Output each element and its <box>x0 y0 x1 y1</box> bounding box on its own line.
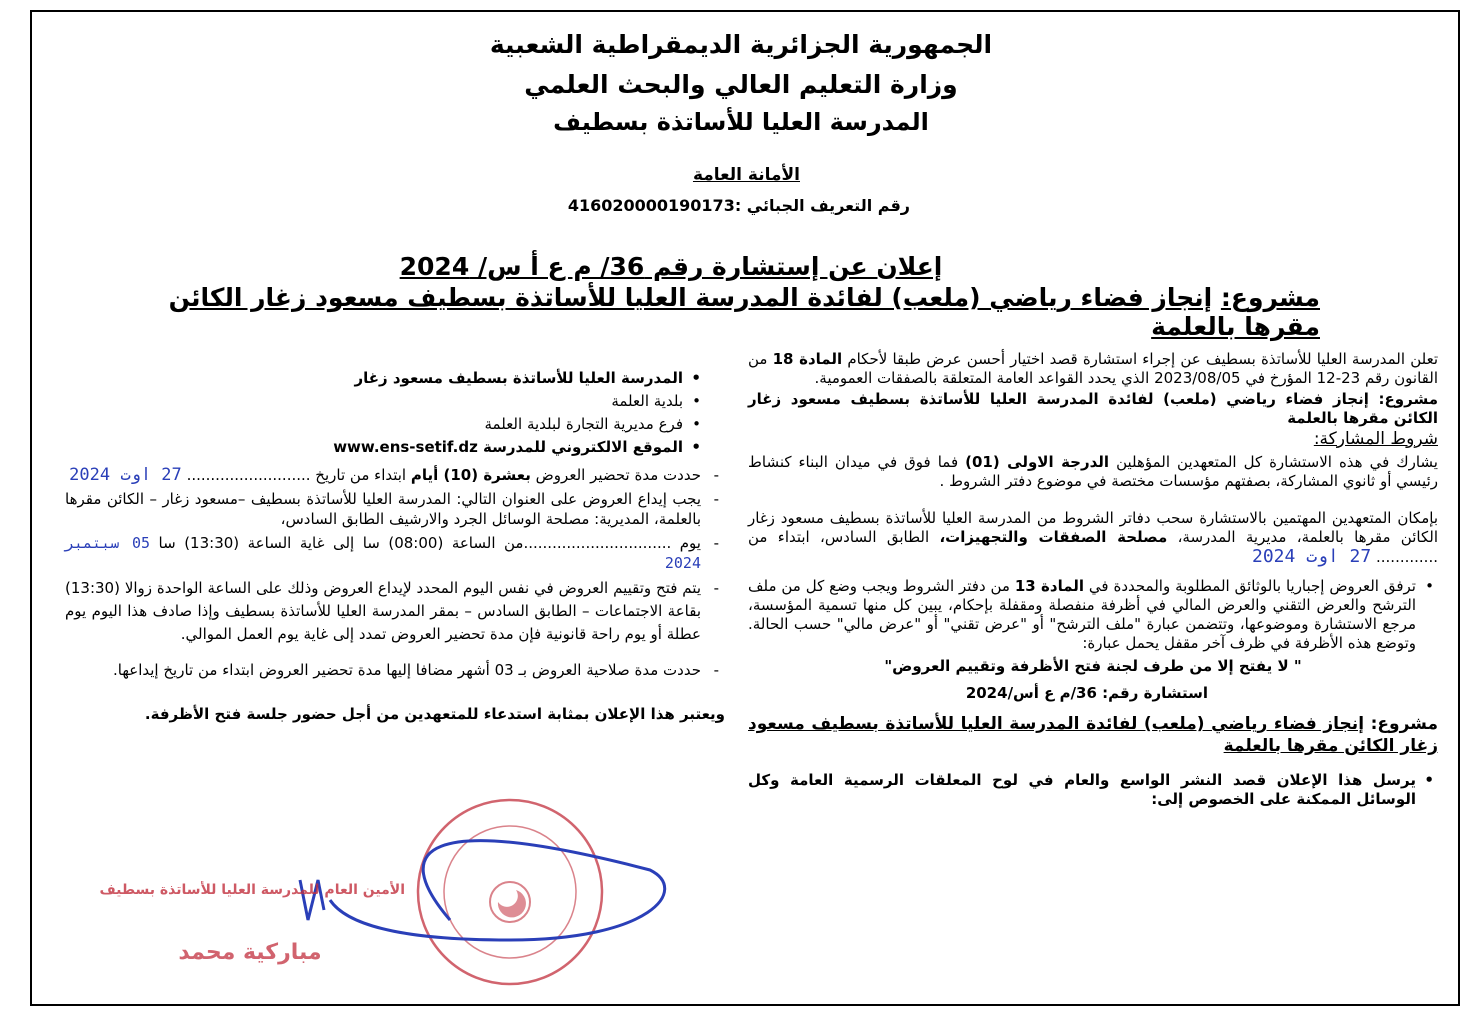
list-item: • فرع مديرية التجارة لبلدية العلمة <box>65 414 705 434</box>
opening-paragraph: - يتم فتح وتقييم العروض في نفس اليوم المحدد لإيداع العروض وذلك على الساعة الواحدة زوالا (13:30) بقاعة الاجتماعات – الطابق السادس – بمقر المدرسة العليا للأساتذة بسطيف وإذا صادف هذا اليوم يوم عطلة أو يوم راحة قانونية فإن مدة تحضير العروض تمدد إلى غاية يوم العمل الموالي. <box>65 577 725 646</box>
right-project-2: مشروع: إنجاز فضاء رياضي (ملعب) لفائدة المدرسة العليا للأساتذة بسطيف مسعود زغار الكائن مقرها بالعلمة <box>748 714 1439 756</box>
header-republic: الجمهورية الجزائرية الديمقراطية الشعبية <box>489 30 993 59</box>
publication-list <box>65 368 725 457</box>
conditions-p1: يشارك في هذه الاستشارة كل المتعهدين المؤهلين الدرجة الاولى (01) فما فوق في ميدان البناء كنشاط رئيسي أو ثانوي المشاركة، بصفتهم مؤسسات مختصة في موضوع دفتر الشروط . <box>748 453 1438 490</box>
invitation-note: ويعتبر هذا الإعلان بمثابة استدعاء للمتعهدين من أجل حضور جلسة فتح الأظرفة. <box>144 705 725 723</box>
header-ministry: وزارة التعليم العالي والبحث العلمي <box>524 70 958 99</box>
right-project: مشروع: إنجاز فضاء رياضي (ملعب) لفائدة المدرسة العليا للأساتذة بسطيف مسعود زغار الكائن مقرها بالعلمة <box>748 390 1438 427</box>
conditions-title: شروط المشاركة: <box>1313 429 1438 449</box>
handwritten-date-1: 27 اوت 2024 <box>1251 546 1372 567</box>
list-item: • المدرسة العليا للأساتذة بسطيف مسعود زغار <box>65 368 705 388</box>
offers-paragraph: • ترفق العروض إجباريا بالوثائق المطلوبة والمحددة في المادة 13 من دفتر الشروط ويجب وضع كل من ملف الترشح والعرض التقني والعرض المالي في أظرفة منفصلة ومقفلة بإحكام، يبين كل منها تسمية المؤسسة، مرجع الاستشارة وموضوعها، وتتضمن عبارة "ملف الترشح" أو "عرض تقني" أو "عرض مالي" حسب الحالة. وتوضع هذه الأظرفة في ظرف آخر مقفل يحمل عبارة: <box>748 577 1438 653</box>
announcement-title: إعلان عن إستشارة رقم 36/ م ع أ س/ 2024 <box>399 252 943 281</box>
envelope-quote: " لا يفتح إلا من طرف لجنة فتح الأظرفة وتقييم العروض" <box>884 657 1302 675</box>
deposit-paragraph: - يجب إيداع العروض على العنوان التالي: المدرسة العليا للأساتذة بسطيف –مسعود زغار – الكائن مقرها بالعلمة، المديرية: مصلحة الوسائل الجرد والارشيف الطابق السادس، <box>65 489 725 529</box>
validity-paragraph: - حددت مدة صلاحية العروض بـ 03 أشهر مضافا إليها مدة تحضير العروض ابتداء من تاريخ إيداعها. <box>65 660 725 680</box>
project-label: مشروع: <box>1220 283 1320 312</box>
right-column <box>748 350 1438 809</box>
project-text: إنجاز فضاء رياضي (ملعب) لفائدة المدرسة العليا للأساتذة بسطيف مسعود زغار الكائن مقرها بالعلمة <box>168 283 1320 341</box>
list-item: • بلدية العلمة <box>65 391 705 411</box>
left-column <box>65 368 725 724</box>
consultation-ref: استشارة رقم: 36/م ع أس/2024 <box>965 684 1208 702</box>
official-seal-icon <box>418 800 602 984</box>
conditions-p2: بإمكان المتعهدين المهتمين بالاستشارة سحب دفاتر الشروط من المدرسة العليا للأساتذة بسطيف مسعود زغار الكائن مقرها بالعلمة، مديرية المدرسة، مصلحة الصفقات والتجهيزات، الطابق السادس، ابتداء من ............. 27 اوت 2024 <box>748 509 1438 567</box>
deadline-paragraph: - حددت مدة تحضير العروض بعشرة (10) أيام ابتداء من تاريخ .......................... 27 اوت 2024 <box>65 465 725 485</box>
signatory-name: مباركية محمد <box>178 940 322 965</box>
deposit-day: - يوم ...............................من الساعة (08:00) سا إلى غاية الساعة (13:30) سا 05 سبتمبر 2024 <box>65 533 725 573</box>
project-title <box>160 283 1320 341</box>
header-school: المدرسة العليا للأساتذة بسطيف <box>553 108 929 136</box>
handwritten-date-3: 05 سبتمبر 2024 <box>65 534 701 572</box>
secretariat-label: الأمانة العامة <box>692 165 800 185</box>
tax-id: رقم التعريف الجبائي :416020000190173 <box>567 196 910 215</box>
list-item: • الموقع الالكتروني للمدرسة www.ens-setif.dz <box>65 437 705 457</box>
intro-paragraph: تعلن المدرسة العليا للأساتذة بسطيف عن إجراء استشارة قصد اختيار أحسن عرض طبقا لأحكام المادة 18 من القانون رقم 23-12 المؤرخ في 2023/08/05 الذي يحدد القواعد العامة المتعلقة بالصفقات العمومية. <box>748 350 1438 387</box>
signatory-title: الأمين العام للمدرسة العليا للأساتذة بسطيف <box>99 882 405 898</box>
handwritten-date-2: 27 اوت 2024 <box>69 465 182 485</box>
publish-paragraph: • يرسل هذا الإعلان قصد النشر الواسع والعام في لوح المعلقات الرسمية العامة وكل الوسائل الممكنة على الخصوص إلى: <box>748 771 1438 809</box>
